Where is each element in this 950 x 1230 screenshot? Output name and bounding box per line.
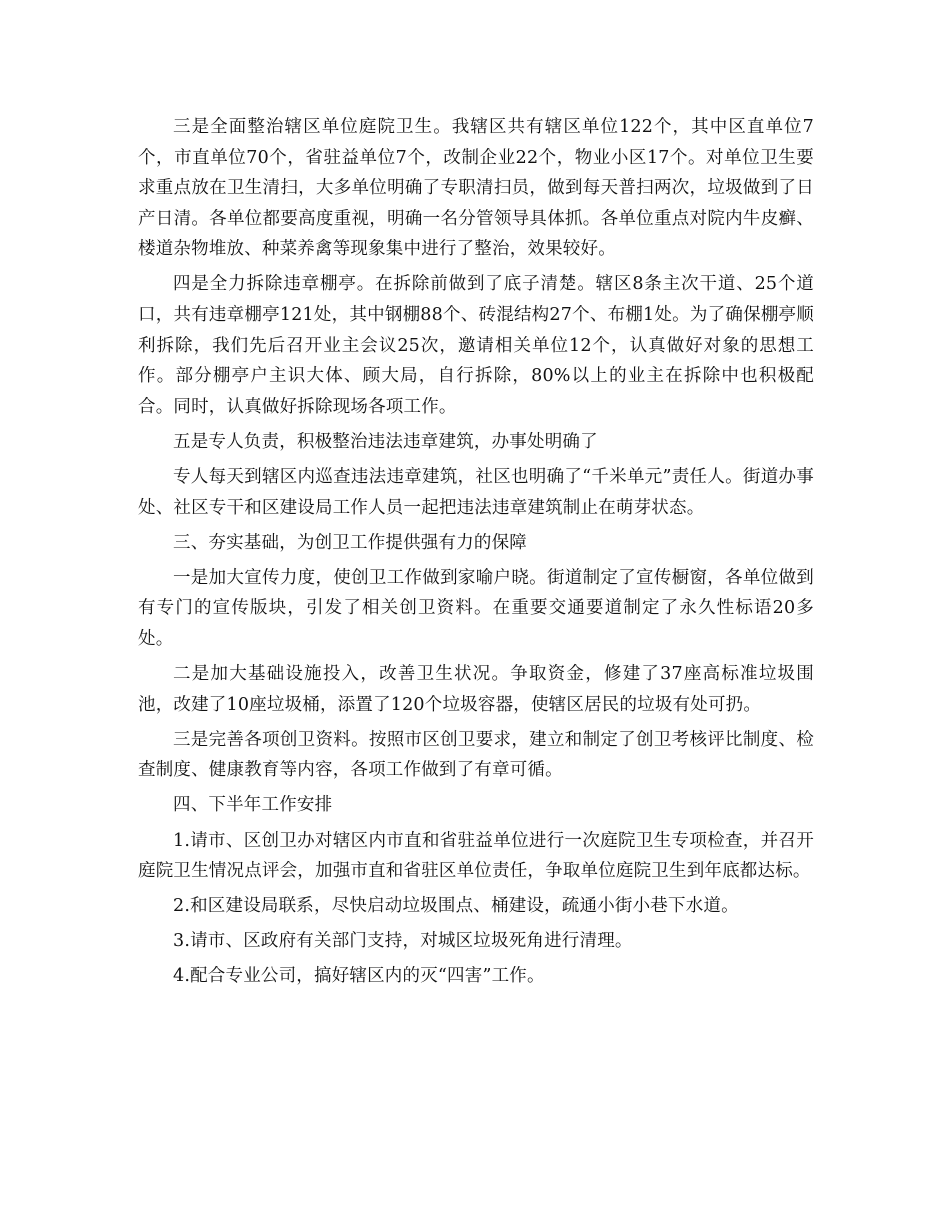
section-heading-second-half-plan: 四、下半年工作安排: [173, 795, 333, 816]
list-item-1: 1.请市、区创卫办对辖区内市直和省驻益单位进行一次庭院卫生专项检查，并召开庭院卫生情况点评会，加强市直和省驻区单位责任，争取单位庭院卫生到年底都达标。: [138, 830, 814, 882]
paragraph-demolish-illegal-sheds: 四是全力拆除违章棚亭。在拆除前做到了底子清楚。辖区8条主次干道、25个道口，共有违章棚亭121处，其中钢棚88个、砖混结构27个、布棚1处。为了确保棚亭顺利拆除，我们先后召开业主会议25次，邀请相关单位12个，认真做好对象的思想工作。部分棚亭户主识大体、顾大局，自行拆除，80%以上的业主在拆除中也积极配合。同时，认真做好拆除现场各项工作。: [138, 274, 814, 417]
paragraph-infrastructure: 二是加大基础设施投入，改善卫生状况。争取资金，修建了37座高标准垃圾围池，改建了10座垃圾桶，添置了120个垃圾容器，使辖区居民的垃圾有处可扔。: [138, 664, 814, 715]
paragraph-materials: 三是完善各项创卫资料。按照市区创卫要求，建立和制定了创卫考核评比制度、检查制度、健康教育等内容，各项工作做到了有章可循。: [138, 729, 814, 781]
list-item-4: 4.配合专业公司，搞好辖区内的灭“四害”工作。: [173, 966, 545, 987]
paragraph-courtyard-sanitation: 三是全面整治辖区单位庭院卫生。我辖区共有辖区单位122个，其中区直单位7个，市直单位70个，省驻益单位7个，改制企业22个，物业小区17个。对单位卫生要求重点放在卫生清扫，大多单位明确了专职清扫员，做到每天普扫两次，垃圾做到了日产日清。各单位都要高度重视，明确一名分管领导具体抓。各单位重点对院内牛皮癣、楼道杂物堆放、种菜养禽等现象集中进行了整治，效果较好。: [138, 117, 814, 260]
paragraph-illegal-buildings-patrol: 专人每天到辖区内巡查违法违章建筑，社区也明确了“千米单元”责任人。街道办事处、社区专干和区建设局工作人员一起把违法违章建筑制止在萌芽状态。: [138, 467, 814, 518]
section-heading-foundation: 三、夯实基础，为创卫工作提供强有力的保障: [173, 532, 527, 553]
paragraph-illegal-buildings-lead: 五是专人负责，积极整治违法违章建筑，办事处明确了: [173, 431, 598, 452]
document-body: [138, 112, 814, 997]
list-item-3: 3.请市、区政府有关部门支持，对城区垃圾死角进行清理。: [173, 931, 633, 952]
list-item-2: 2.和区建设局联系，尽快启动垃圾围点、桶建设，疏通小街小巷下水道。: [173, 896, 739, 917]
paragraph-publicity: 一是加大宣传力度，使创卫工作做到家喻户晓。街道制定了宣传橱窗，各单位做到有专门的宣传版块，引发了相关创卫资料。在重要交通要道制定了永久性标语20多处。: [138, 567, 814, 649]
